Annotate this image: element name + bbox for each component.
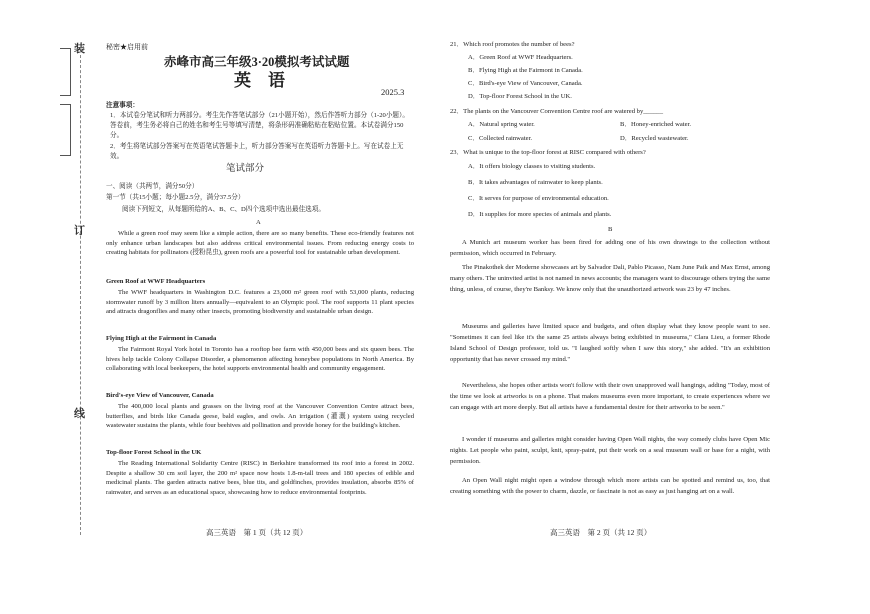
section-heading: 第一节（共15小题；每小题2.5分，满分37.5分） <box>106 194 245 201</box>
q21-option-b: B．Flying High at the Fairmont in Canada. <box>468 67 583 74</box>
question-21: 21．Which roof promotes the number of bees? <box>450 41 575 48</box>
exam-title: 赤峰市高三年级3·20模拟考试试题 <box>164 55 350 69</box>
passage-b-para-3: Museums and galleries have limited space and budgets, and often display what they know people want to see. "Sometimes it can feel like it's the same 25 artists always being exhibited in museums," Clara Lieu, a former Rhode Island School of Design professor, told us. "I laughed softly when I saw this story," she added. "It's an exhibition opportunity that has never crossed my mind." <box>450 323 770 363</box>
q22-option-a: A．Natural spring water. <box>468 121 535 128</box>
passage-b-para-2: The Pinakothek der Moderne showcases art by Salvador Dali, Pablo Picasso, Nam June Paik and Max Ernst, among many others. The uninvited artist is not named in news accounts; the managers want to discourage others trying the same thing, unless, of course, they're Banksy. We know only that the unauthorized artwork was 23 by 47 inches. <box>450 264 770 293</box>
para-risc: The Reading International Solidarity Centre (RISC) in Berkshire transformed its roof into a forest in 2002. Despite a shallow 30 cm soil layer, the 200 m² space now hosts 1.8-m-tall trees and 180 species of edible and medicinal plants. The garden attracts native bees, blue tits, and goldfinches, provides insulation, absorbs 85% of rainwater, and serves as an educational space, showcasing how to reduce environmental footprints. <box>106 460 414 496</box>
passage-a-intro: While a green roof may seem like a simple action, there are so many benefits. These eco-friendly features not only enhance urban landscapes but also address critical environmental issues. From reducing energy costs to creating habitats for pollinators (授粉昆虫), green roofs are a powerful tool for sustainable urban development. <box>106 230 414 256</box>
passage-b-para-6: An Open Wall night might open a window through which more artists can be spotted and remind us, too, that creating something with the power to charm, dazzle, or fascinate is not as easy as just hanging art on a wall. <box>450 477 770 495</box>
q21-option-c: C．Bird's-eye View of Vancouver, Canada. <box>468 80 583 87</box>
binding-bracket <box>60 104 71 156</box>
binding-char-xian: 线 <box>74 408 85 420</box>
secret-label: 秘密★启用前 <box>106 43 148 51</box>
part-heading: 一、阅读（共两节，满分50分） <box>106 183 199 190</box>
binding-char-ding: 订 <box>74 225 85 237</box>
binding-bracket <box>60 48 71 96</box>
q23-option-a: A．It offers biology classes to visiting students. <box>468 163 596 170</box>
heading-risc: Top-floor Forest School in the UK <box>106 449 202 456</box>
passage-b-para-4: Nevertheless, she hopes other artists won't follow with their own unapproved wall hangings, adding "Today, most of the time we look at artworks is on a phone. That makes museums even more important, to create experiences where we can engage with art more deeply. But all artists have a fundamental desire for their artworks to be seen." <box>450 382 770 411</box>
q22-option-c: C．Collected rainwater. <box>468 135 533 142</box>
heading-vancouver: Bird's-eye View of Vancouver, Canada <box>106 392 214 399</box>
para-wwf: The WWF headquarters in Washington D.C. features a 23,000 m² green roof with 53,000 plants, reducing stormwater runoff by 3 million liters annually—equivalent to an Olympic pool. The roof supports 11 plant species and attracts dragonflies and many other insects, promoting biodiversity and sustainable urban design. <box>106 289 414 315</box>
q23-option-d: D．It supplies for more species of animals and plants. <box>468 211 612 218</box>
q21-option-a: A．Green Roof at WWF Headquarters. <box>468 54 573 61</box>
binding-margin <box>0 0 100 614</box>
exam-year: 2025.3 <box>381 87 405 97</box>
page-footer-2: 高三英语 第 2 页（共 12 页） <box>550 528 652 537</box>
passage-b-para-1: A Munich art museum worker has been fired for adding one of his own drawings to the collection without permission, which occurred in February. <box>450 239 770 257</box>
q21-option-d: D．Top-floor Forest School in the UK. <box>468 93 572 100</box>
note-2: 2．考生将笔试部分答案写在英语笔试答题卡上，听力部分答案写在英语听力答题卡上。写在试卷上无效。 <box>110 143 404 160</box>
passage-a-label: A <box>256 219 261 226</box>
heading-wwf: Green Roof at WWF Headquarters <box>106 278 206 285</box>
passage-b-para-5: I wonder if museums and galleries might consider having Open Wall nights, the way comedy clubs have Open Mic nights. Let people who paint, sculpt, knit, spray-paint, put their work on a seal museum wall or base for a night, with permission. <box>450 436 770 465</box>
q23-option-b: B．It takes advantages of rainwater to keep plants. <box>468 179 603 186</box>
notes-heading: 注意事项： <box>106 102 139 109</box>
q22-option-d: D．Recycled wastewater. <box>620 135 689 142</box>
binding-char-zhuang: 装 <box>74 43 85 55</box>
para-vancouver: The 400,000 local plants and grasses on the living roof at the Vancouver Convention Centre attract bees, butterflies, and birds like Canada geese, bald eagles, and owls. An irrigation (灌溉) system using recycled wastewater sustains the plants, while four beehives aid pollination and provide honey for the building's kitchen. <box>106 403 414 429</box>
passage-b-label: B <box>608 226 613 233</box>
heading-fairmont: Flying High at the Fairmont in Canada <box>106 335 217 342</box>
page-footer-1: 高三英语 第 1 页（共 12 页） <box>206 528 308 537</box>
question-23: 23．What is unique to the top-floor forest at RISC compared with others? <box>450 149 646 156</box>
subject-title: 英 语 <box>234 71 285 90</box>
section-title: 笔试部分 <box>226 164 265 174</box>
instructions: 阅读下列短文，从每题所给的A、B、C、D四个选项中选出最佳选项。 <box>122 206 325 213</box>
q22-option-b: B．Honey-enriched water. <box>620 121 692 128</box>
q23-option-c: C．It serves for purpose of environmental education. <box>468 195 609 202</box>
para-fairmont: The Fairmont Royal York hotel in Toronto has a rooftop bee farm with 450,000 bees and six queen bees. The hives help tackle Colony Collapse Disorder, a phenomenon affecting honeybee populations in North America. By collaborating with local beekeepers, the hotel supports environmental health and community engagement. <box>106 346 414 372</box>
note-1: 1．本试卷分笔试和听力两部分。考生先作答笔试部分（21小题开始），然后作答听力部分（1-20小题）。答卷前，考生务必将自己的姓名和考生号等填写清楚，将条形码准确粘贴在粘贴位置。本试卷满分150分。 <box>110 112 409 139</box>
question-22: 22．The plants on the Vancouver Convention Centre roof are watered by______ <box>450 108 664 115</box>
binding-dashed-line <box>80 55 81 535</box>
